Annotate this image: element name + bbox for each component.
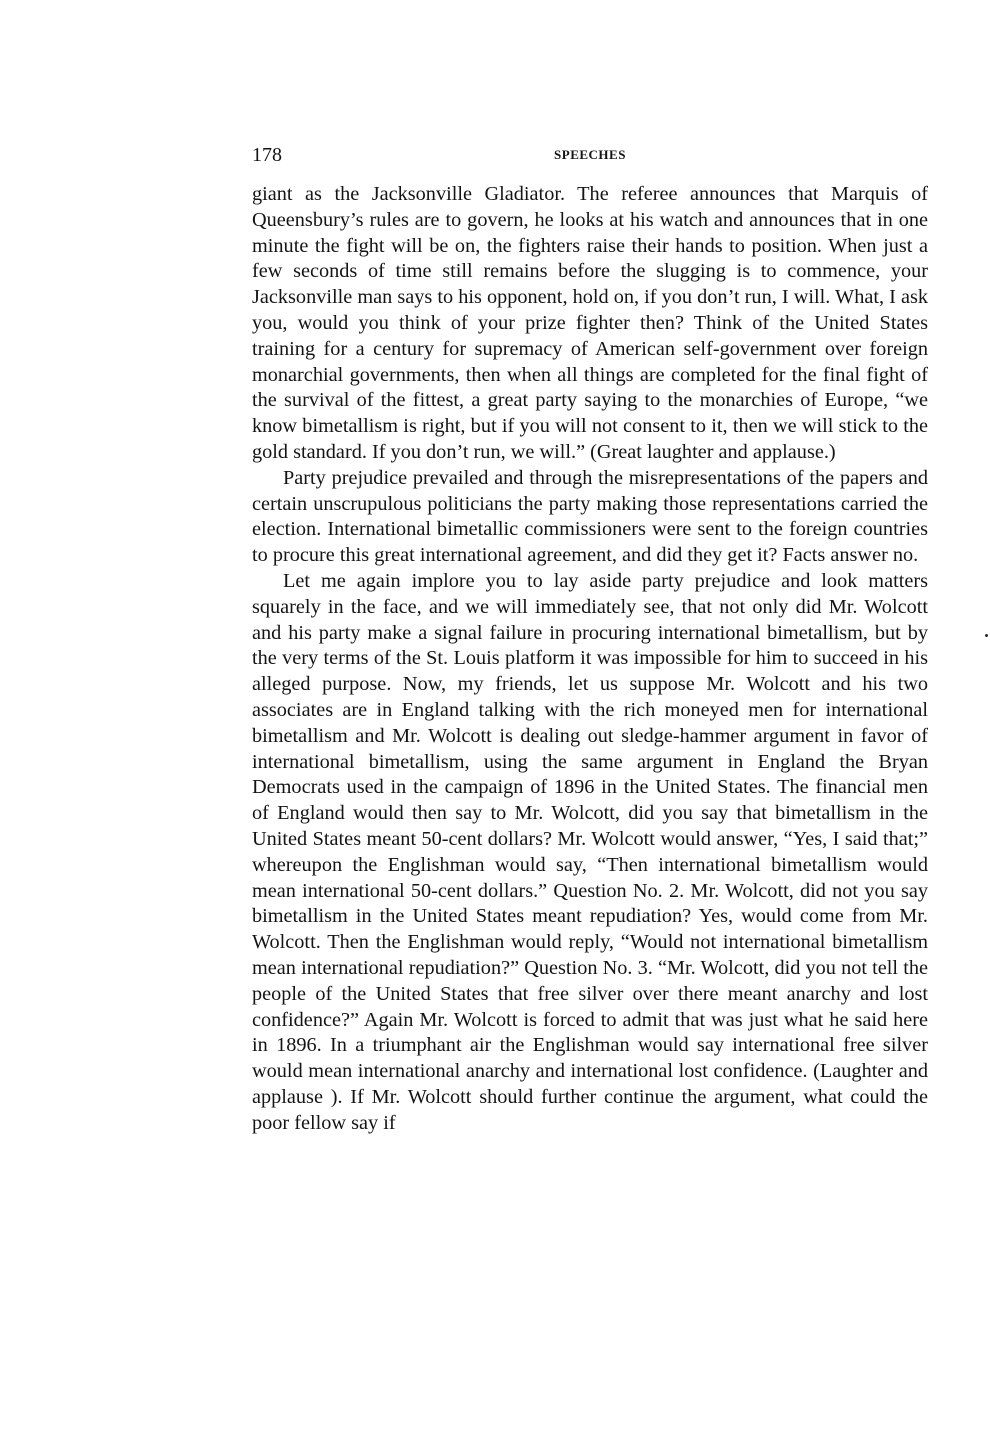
paragraph: Let me again implore you to lay aside party prejudice and look matters squarely in the face, and we will immediately see, that not only did Mr. Wolcott and his party make a signal failure in procuring international bimetallism, but by the very terms of the St. Louis platform it was impossible for him to succeed in his alleged purpose. Now, my friends, let us suppose Mr. Wolcott and his two associates are in England talking with the rich moneyed men for international bimetallism and Mr. Wolcott is dealing out sledge-hammer argument in favor of international bimetallism, using the same argument in England the Bryan Democrats used in the campaign of 1896 in the United States. The financial men of England would then say to Mr. Wolcott, did you say that bimetallism in the United States meant 50-cent dollars? Mr. Wolcott would answer, “Yes, I said that;” whereupon the Englishman would say, “Then international bimetallism would mean international 50-cent dollars.” Question No. 2. Mr. Wolcott, did not you say bimetallism in the United States meant repudiation? Yes, would come from Mr. Wolcott. Then the Englishman would reply, “Would not international bimetallism mean international repudiation?” Question No. 3. “Mr. Wolcott, did you not tell the people of the United States that free silver over there meant anarchy and lost confidence?” Again Mr. Wolcott is forced to admit that was just what he said here in 1896. In a triumphant air the Englishman would say international free silver would mean international anarchy and international lost confidence. (Laughter and applause ). If Mr. Wolcott should further continue the argument, what could the poor fellow say if: [252, 569, 928, 1134]
scan-speck: [985, 634, 988, 637]
body-text: [252, 182, 928, 1136]
page-number: 178: [252, 144, 282, 166]
paragraph: Party prejudice prevailed and through the misrepresentations of the papers and certain unscrupulous politicians the party making those representations carried the election. International bimetallic commissioners were sent to the foreign countries to procure this great international agreement, and did they get it? Facts answer no.: [252, 466, 928, 567]
running-title: SPEECHES: [554, 147, 626, 162]
running-head: [252, 142, 928, 168]
paragraph-continuation: giant as the Jacksonville Gladiator. The referee announces that Marquis of Queensbury’s rules are to govern, he looks at his watch and announces that in one minute the fight will be on, the fighters raise their hands to position. When just a few seconds of time still remains before the slugging is to commence, your Jacksonville man says to his opponent, hold on, if you don’t run, I will. What, I ask you, would you think of your prize fighter then? Think of the United States training for a century for supremacy of American self-government over foreign monarchial governments, then when all things are completed for the final fight of the survival of the fittest, a great party saying to the monarchies of Europe, “we know bimetallism is right, but if you will not consent to it, then we will stick to the gold standard. If you don’t run, we will.” (Great laughter and applause.): [252, 183, 928, 463]
